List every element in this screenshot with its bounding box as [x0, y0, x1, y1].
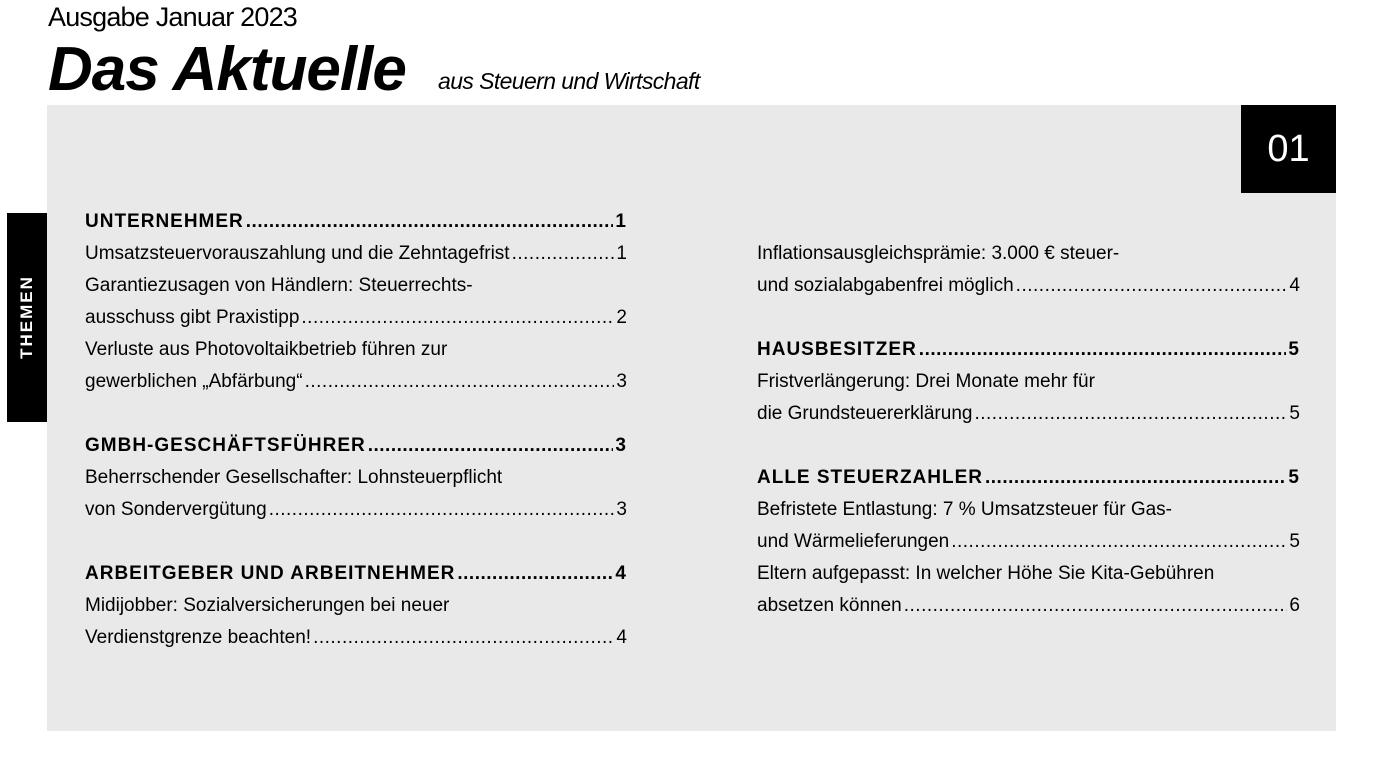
toc-entry-line[interactable] — [757, 238, 1300, 270]
page-number: 4 — [1289, 275, 1300, 296]
entry-text: Inflationsausgleichsprämie: 3.000 € steuer- — [757, 243, 1120, 264]
entry-text: Midijobber: Sozialversicherungen bei neuer — [85, 595, 450, 616]
section-heading: ARBEITGEBER UND ARBEITNEHMER — [85, 563, 456, 584]
page-number: 5 — [1289, 531, 1300, 552]
toc-section-heading[interactable] — [85, 206, 627, 238]
section-heading: GMBH-GESCHÄFTSFÜHRER — [85, 435, 366, 456]
toc-entry-line[interactable] — [85, 270, 627, 302]
section-heading: HAUSBESITZER — [757, 339, 917, 360]
toc-entry[interactable] — [757, 270, 1300, 302]
entry-text: Garantiezusagen von Händlern: Steuerrechts- — [85, 275, 473, 296]
entry-text: Verdienstgrenze beachten! — [85, 627, 312, 648]
toc-entry-line[interactable] — [757, 558, 1300, 590]
dot-leader — [1016, 270, 1288, 302]
toc-section-heading[interactable] — [85, 430, 627, 462]
toc-entry[interactable] — [85, 494, 627, 526]
toc-section — [85, 206, 627, 398]
entry-text: Befristete Entlastung: 7 % Umsatzsteuer für Gas- — [757, 499, 1173, 520]
toc-column-right — [757, 238, 1300, 654]
dot-leader — [951, 526, 1287, 558]
dot-leader — [919, 334, 1287, 366]
entry-text: gewerblichen „Abfärbung“ — [85, 371, 303, 392]
page-number: 3 — [616, 499, 627, 520]
page-number: 1 — [615, 211, 627, 232]
toc-entry[interactable] — [757, 398, 1300, 430]
toc-section — [757, 238, 1300, 302]
issue-number-badge: 01 — [1241, 105, 1336, 193]
entry-text: und Wärmelieferungen — [757, 531, 950, 552]
page-number: 4 — [616, 627, 627, 648]
toc-section — [757, 334, 1300, 430]
newsletter-title: Das Aktuelle — [48, 35, 406, 104]
section-heading: UNTERNEHMER — [85, 211, 244, 232]
entry-text: ausschuss gibt Praxistipp — [85, 307, 300, 328]
dot-leader — [305, 366, 615, 398]
page-number: 5 — [1288, 467, 1300, 488]
page-number: 5 — [1289, 403, 1300, 424]
dot-leader — [368, 430, 614, 462]
toc-entry-line[interactable] — [85, 462, 627, 494]
dot-leader — [269, 494, 615, 526]
section-heading: ALLE STEUERZAHLER — [757, 467, 983, 488]
toc-entry[interactable] — [85, 622, 627, 654]
entry-text: und sozialabgabenfrei möglich — [757, 275, 1014, 296]
dot-leader — [904, 590, 1288, 622]
toc-section — [757, 462, 1300, 622]
dot-leader — [313, 622, 614, 654]
page-number: 2 — [616, 307, 627, 328]
newsletter-subtitle: aus Steuern und Wirtschaft — [438, 68, 700, 94]
side-tab-label: THEMEN — [17, 275, 36, 359]
dot-leader — [974, 398, 1287, 430]
toc-section-heading[interactable] — [85, 558, 627, 590]
toc-section — [85, 430, 627, 526]
toc-entry-line[interactable] — [757, 366, 1300, 398]
page-number: 3 — [615, 435, 627, 456]
toc-entry-line[interactable] — [85, 334, 627, 366]
edition-label: Ausgabe Januar 2023 — [48, 2, 298, 32]
entry-text: Verluste aus Photovoltaikbetrieb führen zur — [85, 339, 448, 360]
entry-text: Umsatzsteuervorauszahlung und die Zehntagefrist — [85, 243, 510, 264]
page-number: 1 — [616, 243, 627, 264]
page-number: 5 — [1288, 339, 1300, 360]
dot-leader — [246, 206, 614, 238]
toc-section — [85, 558, 627, 654]
toc-entry[interactable] — [85, 366, 627, 398]
entry-text: absetzen können — [757, 595, 902, 616]
entry-text: Eltern aufgepasst: In welcher Höhe Sie Kita-Gebühren — [757, 563, 1215, 584]
toc-entry[interactable] — [757, 590, 1300, 622]
toc-entry[interactable] — [85, 238, 627, 270]
entry-text: die Grundsteuererklärung — [757, 403, 973, 424]
entry-text: von Sondervergütung — [85, 499, 267, 520]
toc-entry-line[interactable] — [85, 590, 627, 622]
page-number: 4 — [615, 563, 627, 584]
toc-entry-line[interactable] — [757, 494, 1300, 526]
page-number: 3 — [616, 371, 627, 392]
toc-entry[interactable] — [85, 302, 627, 334]
toc-entry[interactable] — [757, 526, 1300, 558]
toc-column-left — [85, 206, 627, 686]
dot-leader — [457, 558, 613, 590]
toc-section-heading[interactable] — [757, 334, 1300, 366]
entry-text: Beherrschender Gesellschafter: Lohnsteuerpflicht — [85, 467, 503, 488]
dot-leader — [301, 302, 614, 334]
dot-leader — [985, 462, 1286, 494]
entry-text: Fristverlängerung: Drei Monate mehr für — [757, 371, 1095, 392]
page-number: 6 — [1289, 595, 1300, 616]
toc-section-heading[interactable] — [757, 462, 1300, 494]
dot-leader — [512, 238, 615, 270]
